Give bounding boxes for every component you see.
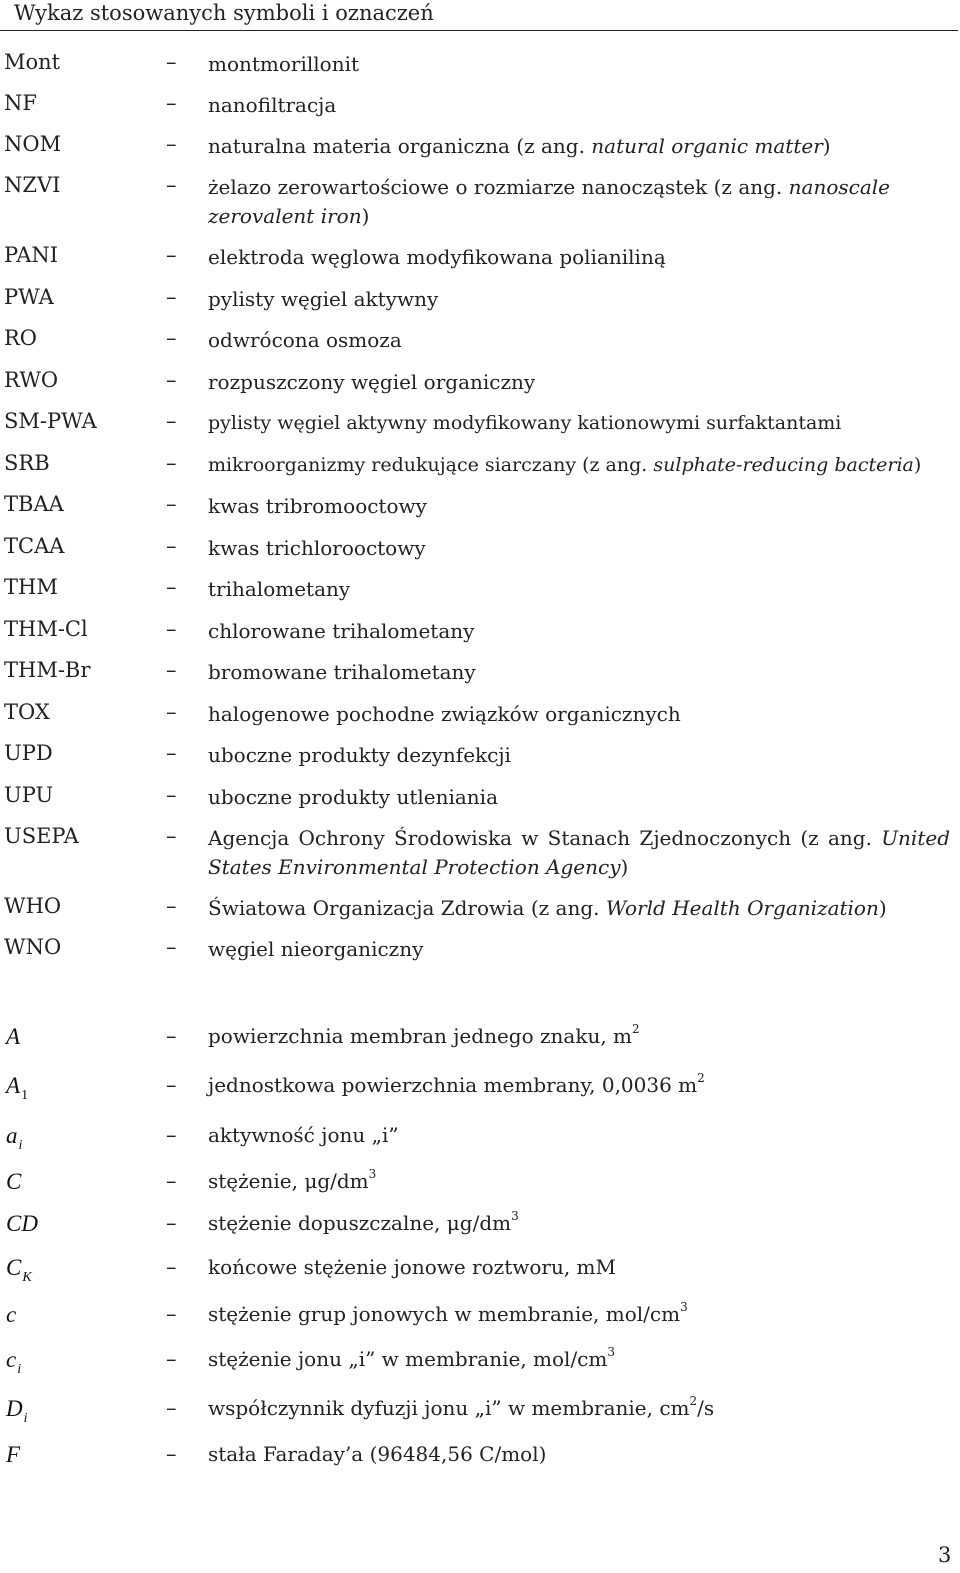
- description: aktywność jonu „i”: [208, 1123, 399, 1147]
- header-title: Wykaz stosowanych symboli i oznaczeń: [14, 1, 434, 25]
- abbreviation: SRB: [4, 451, 50, 475]
- symbol: $c_i$: [6, 1347, 22, 1377]
- dash: –: [166, 132, 177, 156]
- symbol: F: [6, 1442, 21, 1467]
- dash: –: [166, 1396, 177, 1420]
- description: żelazo zerowartościowe o rozmiarze nanocząstek (z ang. nanoscale zerovalent iron): [208, 175, 890, 228]
- dash: –: [166, 492, 177, 516]
- description: halogenowe pochodne związków organicznych: [208, 702, 681, 726]
- symbol: CD: [6, 1211, 38, 1236]
- symbol: $D_i$: [6, 1396, 28, 1426]
- dash: –: [166, 741, 177, 765]
- dash: –: [166, 783, 177, 807]
- description: stężenie jonu „i” w membranie, mol/$cm^3$: [208, 1345, 615, 1371]
- abbreviation: TBAA: [4, 492, 64, 516]
- symbol: $A_1$: [6, 1073, 29, 1103]
- dash: –: [166, 1169, 177, 1193]
- description: uboczne produkty dezynfekcji: [208, 743, 511, 767]
- dash: –: [166, 50, 177, 74]
- english-term: natural organic matter: [591, 134, 823, 158]
- dash: –: [166, 285, 177, 309]
- abbreviation: USEPA: [4, 824, 79, 848]
- abbreviation: THM-Br: [4, 658, 91, 682]
- abbreviation: UPU: [4, 783, 54, 807]
- description: rozpuszczony węgiel organiczny: [208, 370, 536, 394]
- description: pylisty węgiel aktywny: [208, 287, 439, 311]
- abbreviation: RWO: [4, 368, 59, 392]
- description: mikroorganizmy redukujące siarczany (z ang. sulphate-reducing bacteria): [208, 454, 922, 476]
- dash: –: [166, 1347, 177, 1371]
- description: uboczne produkty utleniania: [208, 785, 498, 809]
- english-term: sulphate-reducing bacteria: [653, 454, 914, 476]
- description: współczynnik dyfuzji jonu „i” w membranie, $cm^2/s$: [208, 1394, 715, 1420]
- dash: –: [166, 534, 177, 558]
- dash: –: [166, 1302, 177, 1326]
- dash: –: [166, 1255, 177, 1279]
- dash: –: [166, 575, 177, 599]
- description: powierzchnia membran jednego znaku, $m^2$: [208, 1022, 640, 1048]
- description: jednostkowa powierzchnia membrany, 0,0036 $m^2$: [208, 1071, 705, 1097]
- description: bromowane trihalometany: [208, 660, 476, 684]
- dash: –: [166, 617, 177, 641]
- abbreviation: WHO: [4, 894, 62, 918]
- abbreviation: RO: [4, 326, 38, 350]
- description: węgiel nieorganiczny: [208, 937, 424, 961]
- abbreviation: TCAA: [4, 534, 65, 558]
- dash: –: [166, 1211, 177, 1235]
- description: elektroda węglowa modyfikowana polianiliną: [208, 245, 666, 269]
- abbreviation: TOX: [4, 700, 50, 724]
- abbreviation: SM-PWA: [4, 409, 97, 433]
- page-number: 3: [938, 1543, 952, 1567]
- symbol: C: [6, 1169, 22, 1194]
- page-header: [0, 0, 958, 31]
- description: pylisty węgiel aktywny modyfikowany kationowymi surfaktantami: [208, 412, 842, 434]
- abbreviation: NZVI: [4, 173, 61, 197]
- description: trihalometany: [208, 577, 351, 601]
- abbreviation: NOM: [4, 132, 62, 156]
- dash: –: [166, 1024, 177, 1048]
- description: Agencja Ochrony Środowiska w Stanach Zjednoczonych (z ang. United States Environmental Protection Agency): [208, 826, 950, 879]
- dash: –: [166, 1073, 177, 1097]
- symbol: $a_i$: [6, 1123, 23, 1153]
- english-term: World Health Organization: [605, 896, 879, 920]
- abbreviation: THM: [4, 575, 58, 599]
- dash: –: [166, 1442, 177, 1466]
- abbreviation: PANI: [4, 243, 59, 267]
- abbreviation: THM-Cl: [4, 617, 88, 641]
- description: stężenie grup jonowych w membranie, mol/$cm^3$: [208, 1300, 688, 1326]
- description: kwas trichlorooctowy: [208, 536, 426, 560]
- symbol: A: [6, 1024, 21, 1049]
- symbol: $C_K$: [6, 1255, 32, 1285]
- dash: –: [166, 409, 177, 433]
- dash: –: [166, 173, 177, 197]
- description: stężenie, $\mu g/dm^3$: [208, 1167, 377, 1193]
- abbreviation: NF: [4, 91, 37, 115]
- dash: –: [166, 1123, 177, 1147]
- abbreviation: PWA: [4, 285, 54, 309]
- dash: –: [166, 368, 177, 392]
- dash: –: [166, 700, 177, 724]
- english-term: nanoscale zerovalent iron: [208, 175, 890, 228]
- symbol: c: [6, 1302, 17, 1327]
- dash: –: [166, 824, 177, 848]
- abbreviation: WNO: [4, 935, 62, 959]
- abbreviation: UPD: [4, 741, 53, 765]
- description: stężenie dopuszczalne, $\mu g/dm^3$: [208, 1209, 519, 1235]
- description: montmorillonit: [208, 52, 360, 76]
- dash: –: [166, 451, 177, 475]
- dash: –: [166, 243, 177, 267]
- description: kwas tribromooctowy: [208, 494, 427, 518]
- description: odwrócona osmoza: [208, 328, 402, 352]
- description: nanofiltracja: [208, 93, 337, 117]
- dash: –: [166, 658, 177, 682]
- dash: –: [166, 326, 177, 350]
- abbreviation: Mont: [4, 50, 61, 74]
- description: Światowa Organizacja Zdrowia (z ang. World Health Organization): [208, 896, 887, 920]
- dash: –: [166, 935, 177, 959]
- description: chlorowane trihalometany: [208, 619, 475, 643]
- dash: –: [166, 91, 177, 115]
- description: stała Faraday’a (96484,56 C/mol): [208, 1442, 547, 1466]
- description: naturalna materia organiczna (z ang. natural organic matter): [208, 134, 831, 158]
- english-term: United States Environmental Protection Agency: [208, 826, 950, 879]
- dash: –: [166, 894, 177, 918]
- description: końcowe stężenie jonowe roztworu, mM: [208, 1255, 616, 1279]
